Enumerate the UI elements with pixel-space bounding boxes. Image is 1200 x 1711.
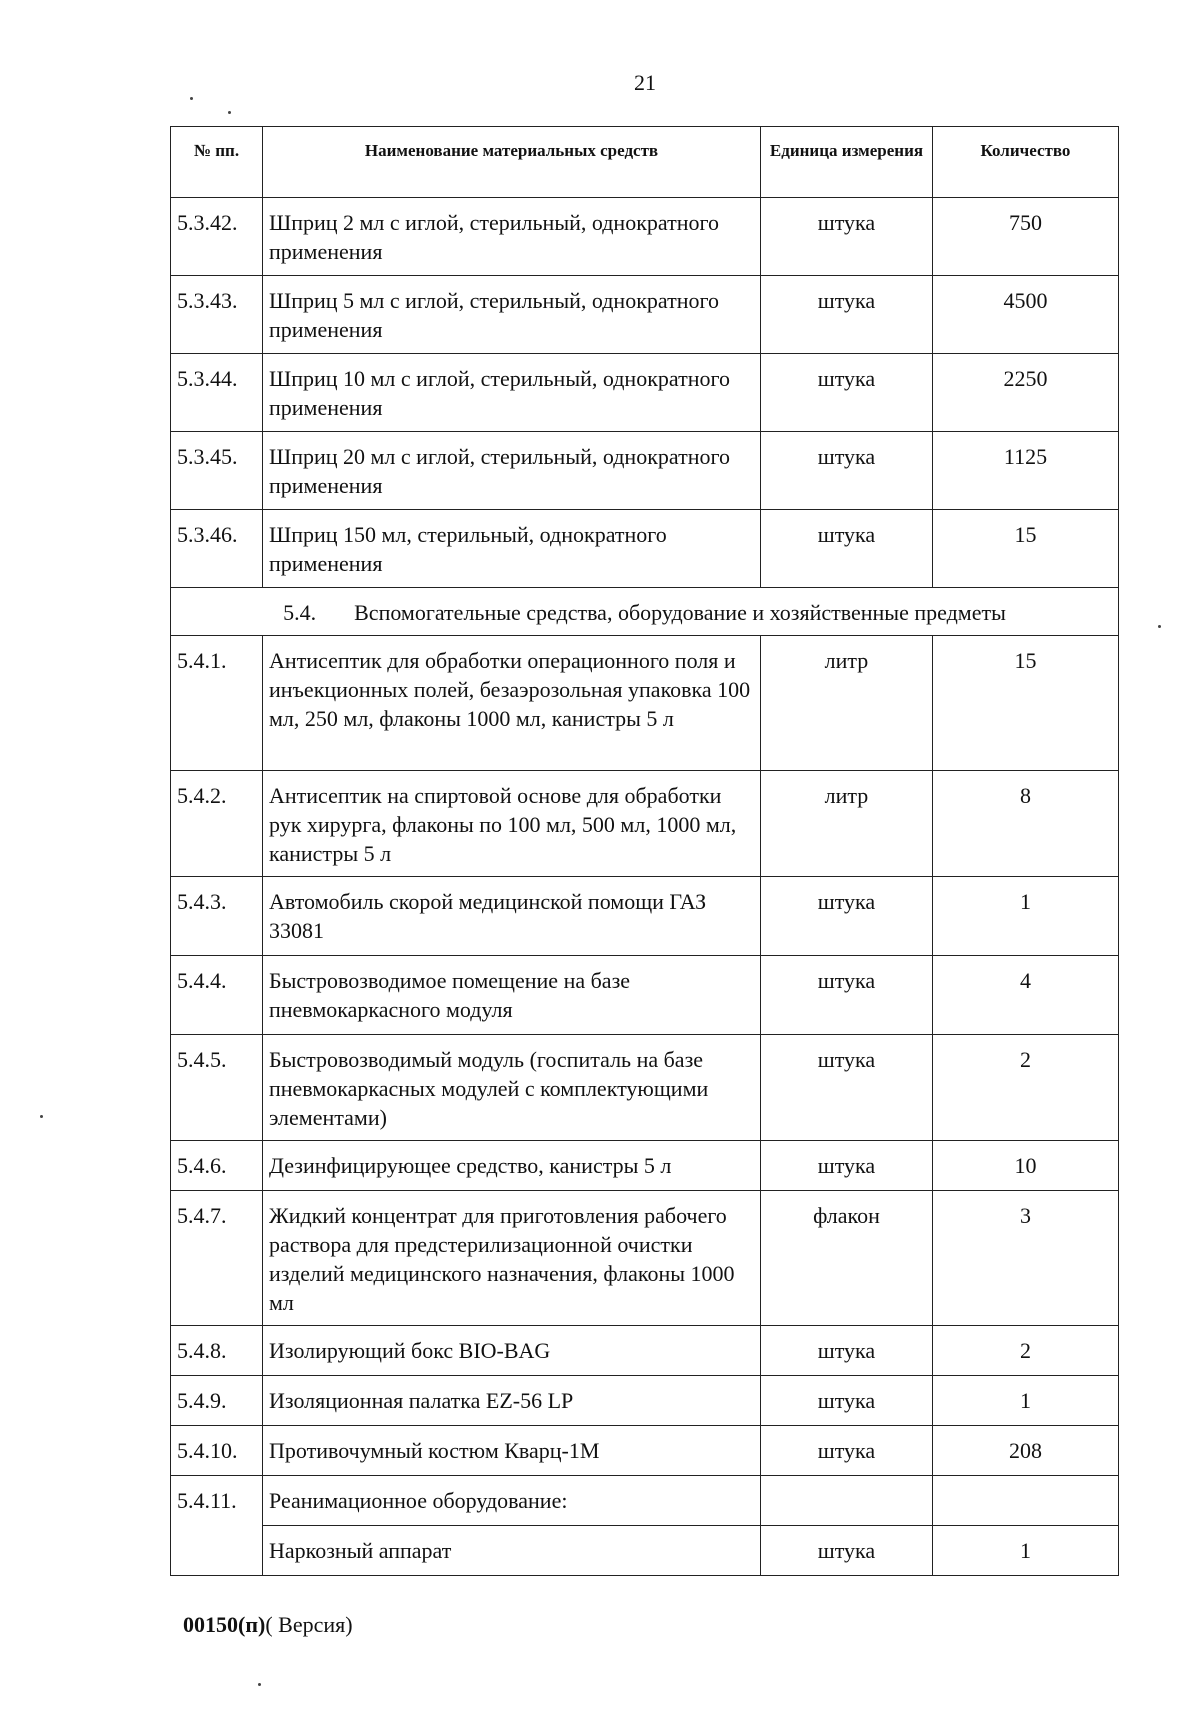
row-name: Антисептик для обработки операционного поля и инъекционных полей, безаэрозольная упаковка 100 мл, 250 мл, флаконы 1000 мл, канистры 5 л [263, 636, 761, 771]
table-row [171, 877, 1119, 956]
row-quantity: 8 [933, 771, 1119, 877]
row-unit: штука [761, 1426, 933, 1476]
row-unit: штука [761, 1376, 933, 1426]
row-number: 5.4.1. [171, 636, 263, 771]
row-quantity: 1125 [933, 432, 1119, 510]
scan-speck [40, 1115, 43, 1118]
row-number: 5.4.2. [171, 771, 263, 877]
header-quantity: Количество [933, 127, 1119, 198]
row-number: 5.4.8. [171, 1326, 263, 1376]
table-row [171, 276, 1119, 354]
section-code: 5.4. [283, 600, 317, 625]
row-unit: штука [761, 1326, 933, 1376]
header-row [171, 127, 1119, 198]
row-quantity [933, 1476, 1119, 1526]
header-number: № пп. [171, 127, 263, 198]
row-name: Шприц 20 мл с иглой, стерильный, однократного применения [263, 432, 761, 510]
table-row [171, 1191, 1119, 1326]
document-footer [183, 1612, 353, 1638]
row-name: Изолирующий бокс BIO-BAG [263, 1326, 761, 1376]
section-heading [171, 588, 1119, 636]
row-unit: флакон [761, 1191, 933, 1326]
row-unit: штука [761, 354, 933, 432]
row-quantity: 15 [933, 636, 1119, 771]
row-number: 5.4.9. [171, 1376, 263, 1426]
row-number: 5.4.4. [171, 956, 263, 1035]
row-quantity: 208 [933, 1426, 1119, 1476]
row-number: 5.4.11. [171, 1476, 263, 1576]
row-unit: литр [761, 636, 933, 771]
row-name: Антисептик на спиртовой основе для обработки рук хирурга, флаконы по 100 мл, 500 мл, 1000 мл, канистры 5 л [263, 771, 761, 877]
row-number: 5.3.46. [171, 510, 263, 588]
row-quantity: 4500 [933, 276, 1119, 354]
materials-table [170, 126, 1119, 1576]
row-name: Быстровозводимое помещение на базе пневмокаркасного модуля [263, 956, 761, 1035]
row-unit: штука [761, 432, 933, 510]
row-quantity: 1 [933, 1376, 1119, 1426]
table-row [171, 956, 1119, 1035]
row-quantity: 2 [933, 1326, 1119, 1376]
row-unit: штука [761, 510, 933, 588]
row-number: 5.3.42. [171, 198, 263, 276]
subrow-quantity: 1 [933, 1526, 1119, 1576]
table-header [171, 127, 1119, 198]
row-number: 5.3.45. [171, 432, 263, 510]
row-quantity: 10 [933, 1141, 1119, 1191]
row-name: Шприц 150 мл, стерильный, однократного применения [263, 510, 761, 588]
row-unit: штука [761, 1141, 933, 1191]
row-unit: штука [761, 956, 933, 1035]
table-row [171, 1476, 1119, 1526]
table-row [171, 1326, 1119, 1376]
row-unit: штука [761, 276, 933, 354]
row-number: 5.3.43. [171, 276, 263, 354]
page-number: 21 [634, 70, 656, 95]
row-name: Шприц 10 мл с иглой, стерильный, однократного применения [263, 354, 761, 432]
row-unit: штука [761, 877, 933, 956]
row-name: Изоляционная палатка EZ-56 LP [263, 1376, 761, 1426]
row-name: Противочумный костюм Кварц-1М [263, 1426, 761, 1476]
row-quantity: 2 [933, 1035, 1119, 1141]
table-row [171, 432, 1119, 510]
row-name: Жидкий концентрат для приготовления рабочего раствора для предстерилизационной очистки изделий медицинского назначения, флаконы 1000 мл [263, 1191, 761, 1326]
row-quantity: 3 [933, 1191, 1119, 1326]
document-code: 00150(п) [183, 1612, 266, 1637]
row-number: 5.4.3. [171, 877, 263, 956]
scan-speck [1158, 625, 1161, 628]
table-row [171, 1035, 1119, 1141]
subrow-unit: штука [761, 1526, 933, 1576]
table-row [171, 636, 1119, 771]
row-unit: штука [761, 198, 933, 276]
table-body [171, 198, 1119, 1576]
table-row [171, 771, 1119, 877]
row-unit: штука [761, 1035, 933, 1141]
scan-speck [228, 111, 231, 114]
table-row [171, 1141, 1119, 1191]
row-quantity: 750 [933, 198, 1119, 276]
subrow-name: Наркозный аппарат [263, 1526, 761, 1576]
table-row [171, 510, 1119, 588]
header-name: Наименование материальных средств [263, 127, 761, 198]
row-quantity: 15 [933, 510, 1119, 588]
table-subrow [171, 1526, 1119, 1576]
section-row [171, 588, 1119, 636]
row-quantity: 1 [933, 877, 1119, 956]
row-number: 5.4.10. [171, 1426, 263, 1476]
table-row [171, 354, 1119, 432]
row-name: Дезинфицирующее средство, канистры 5 л [263, 1141, 761, 1191]
section-title: Вспомогательные средства, оборудование и хозяйственные предметы [354, 600, 1006, 625]
row-unit: литр [761, 771, 933, 877]
row-name: Шприц 2 мл с иглой, стерильный, однократного применения [263, 198, 761, 276]
row-number: 5.3.44. [171, 354, 263, 432]
scan-speck [190, 97, 193, 100]
row-number: 5.4.6. [171, 1141, 263, 1191]
table-row [171, 1376, 1119, 1426]
row-number: 5.4.5. [171, 1035, 263, 1141]
scan-speck [258, 1683, 261, 1686]
table-row [171, 1426, 1119, 1476]
row-quantity: 4 [933, 956, 1119, 1035]
row-name: Реанимационное оборудование: [263, 1476, 761, 1526]
row-name: Автомобиль скорой медицинской помощи ГАЗ 33081 [263, 877, 761, 956]
header-unit: Единица измерения [761, 127, 933, 198]
row-name: Шприц 5 мл с иглой, стерильный, однократного применения [263, 276, 761, 354]
row-quantity: 2250 [933, 354, 1119, 432]
row-number: 5.4.7. [171, 1191, 263, 1326]
table-row [171, 198, 1119, 276]
row-name: Быстровозводимый модуль (госпиталь на базе пневмокаркасных модулей с комплектующими элементами) [263, 1035, 761, 1141]
document-version: ( Версия) [265, 1612, 353, 1637]
row-unit [761, 1476, 933, 1526]
